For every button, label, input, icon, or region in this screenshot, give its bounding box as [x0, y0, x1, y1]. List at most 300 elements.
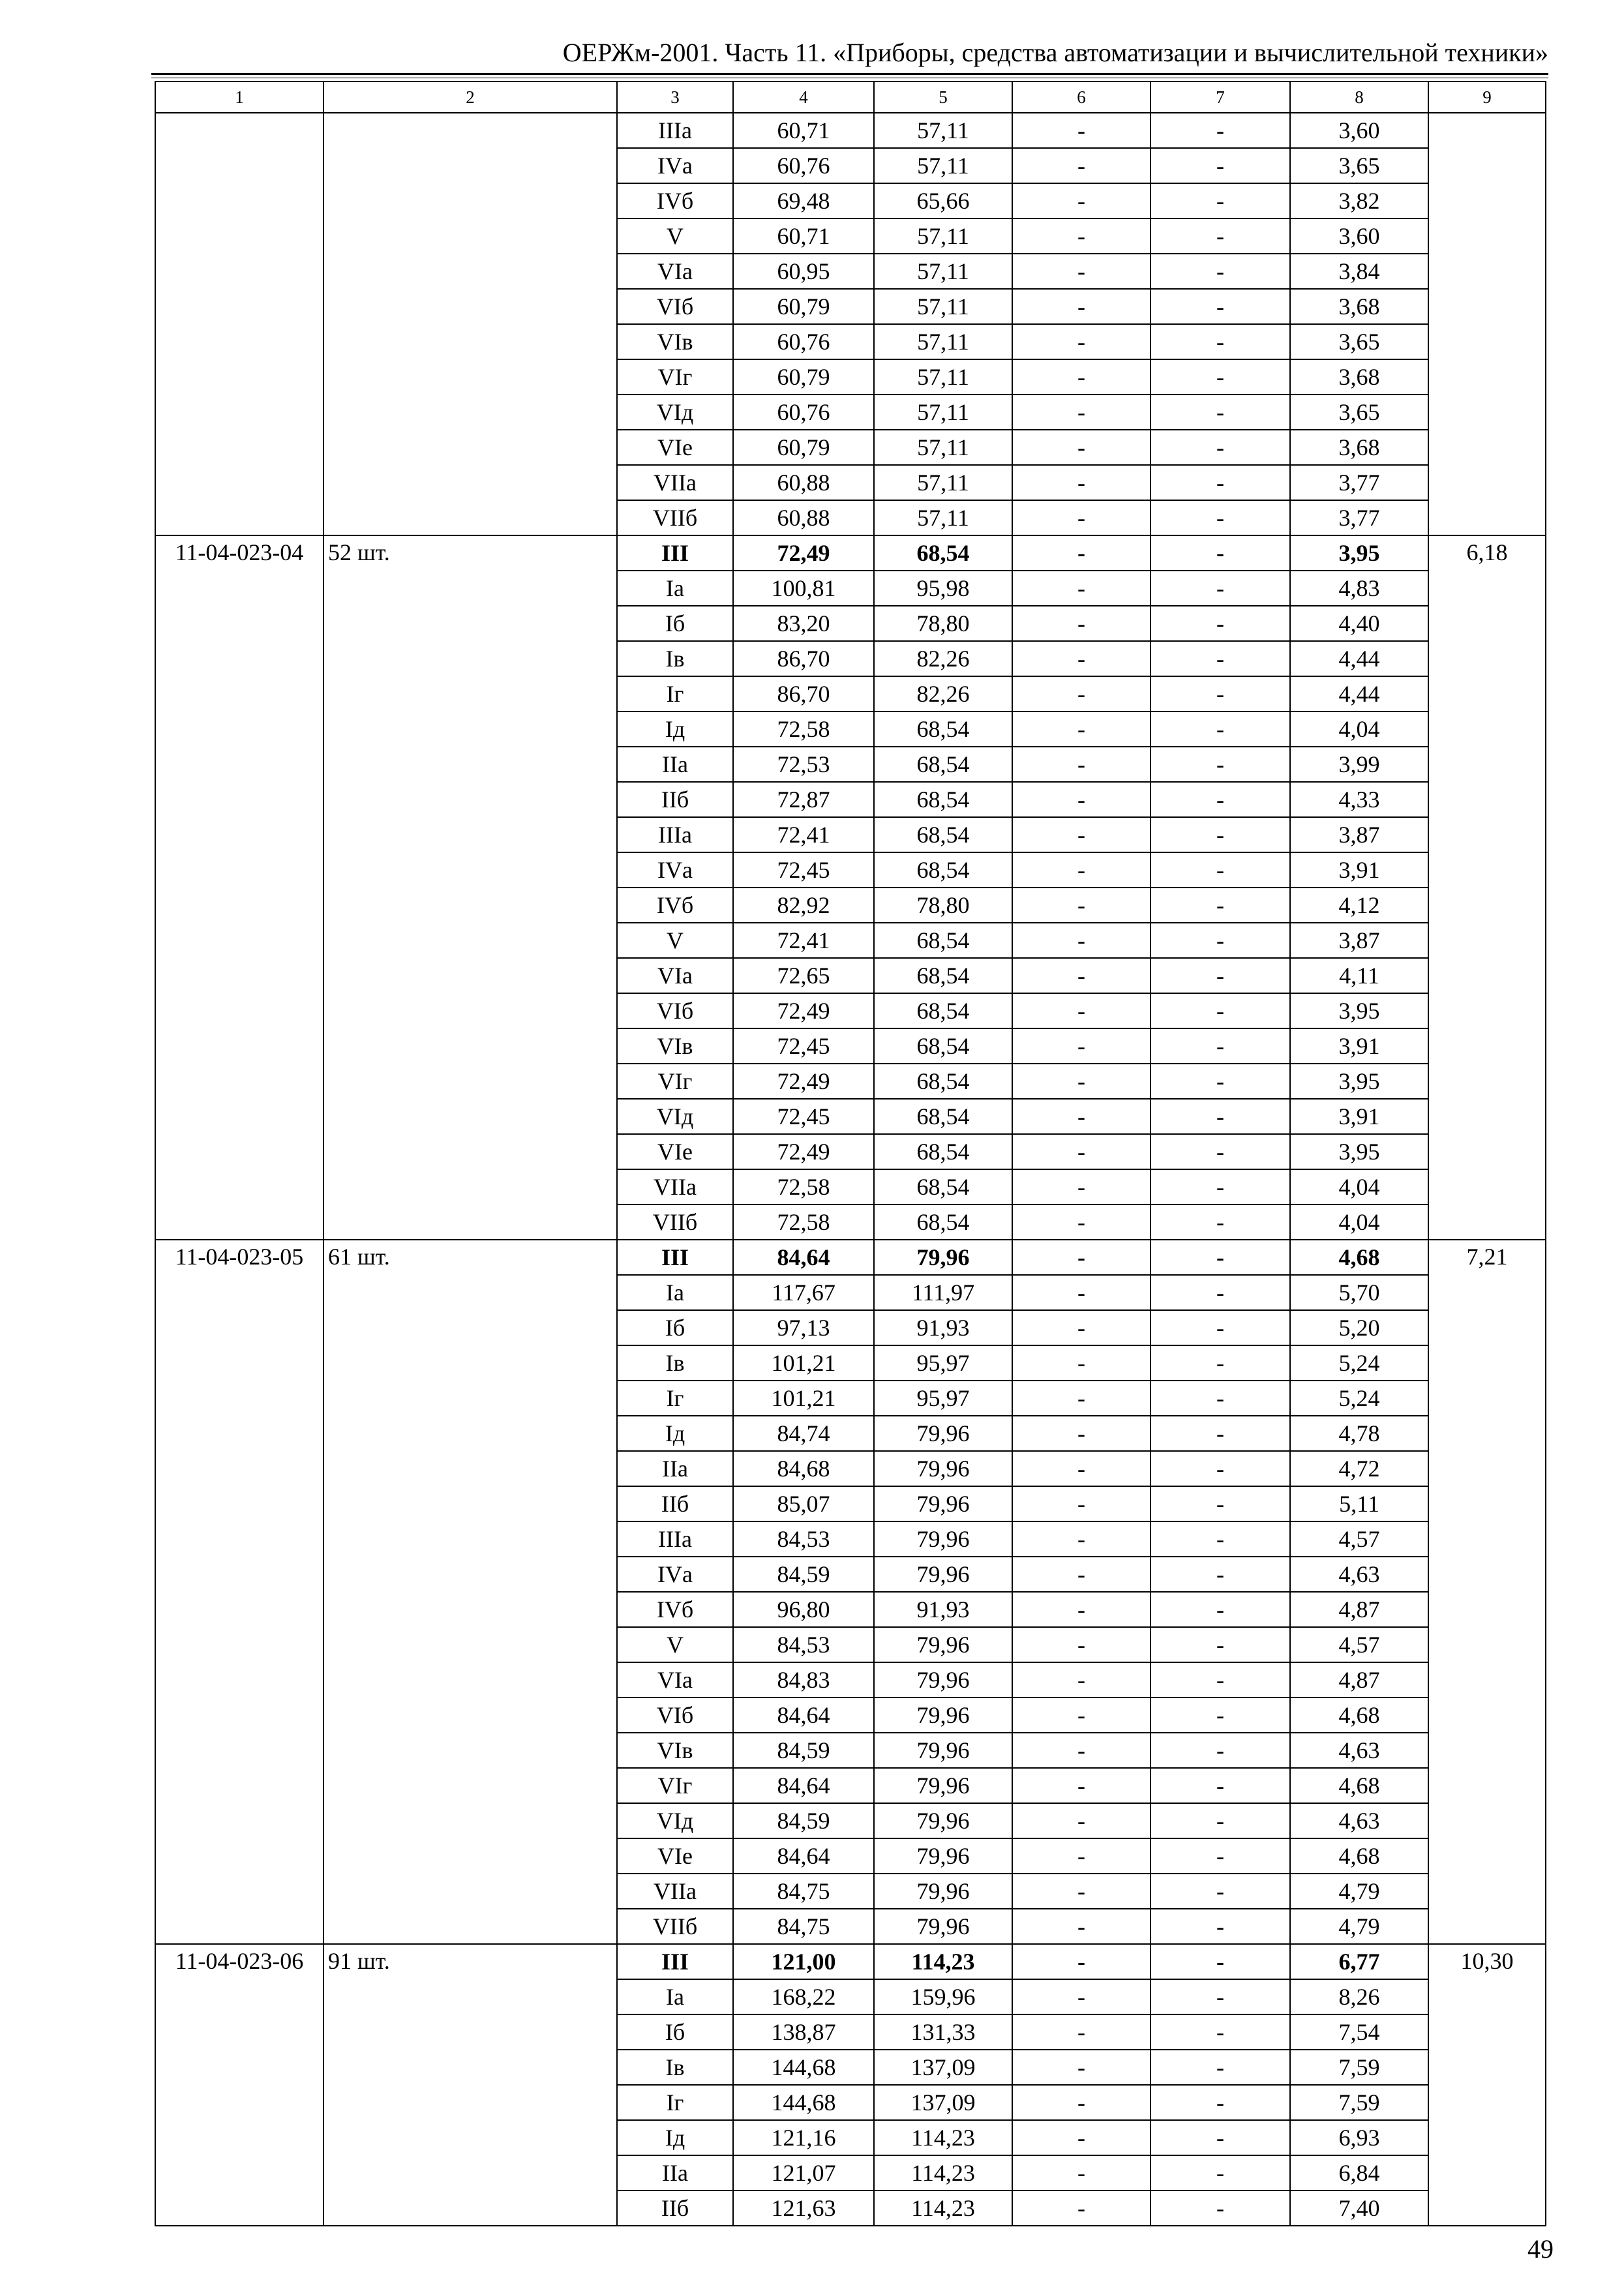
zone-cell: VIIб [617, 1909, 733, 1944]
value-cell-col7: - [1150, 1028, 1290, 1064]
value-cell-col7: - [1150, 1592, 1290, 1627]
value-cell-col7: - [1150, 1099, 1290, 1134]
value-cell-col4: 84,59 [733, 1803, 874, 1838]
zone-cell: VIIб [617, 1204, 733, 1240]
value-cell-col6: - [1012, 324, 1150, 359]
value-cell-col7: - [1150, 1416, 1290, 1451]
value-cell-col7: - [1150, 183, 1290, 218]
value-cell-col6: - [1012, 2155, 1150, 2191]
value-cell-col7: - [1150, 1909, 1290, 1944]
zone-cell: IIIа [617, 817, 733, 852]
zone-cell: VIв [617, 1028, 733, 1064]
value-cell-col6: - [1012, 1592, 1150, 1627]
value-cell-col8: 3,95 [1290, 993, 1428, 1028]
value-cell-col4: 72,65 [733, 958, 874, 993]
value-cell-col5: 79,96 [874, 1838, 1012, 1874]
value-cell-col8: 3,65 [1290, 148, 1428, 183]
value-cell-col8: 8,26 [1290, 1979, 1428, 2014]
value-cell-col4: 72,45 [733, 1028, 874, 1064]
zone-cell: Iб [617, 1310, 733, 1345]
value-cell-col5: 57,11 [874, 359, 1012, 395]
value-cell-col7: - [1150, 2191, 1290, 2226]
zone-cell: VIг [617, 359, 733, 395]
value-cell-col8: 4,04 [1290, 1204, 1428, 1240]
value-cell-col5: 68,54 [874, 711, 1012, 747]
value-cell-col8: 4,79 [1290, 1874, 1428, 1909]
value-cell-col8: 4,72 [1290, 1451, 1428, 1486]
quantity-cell [323, 113, 617, 535]
value-cell-col4: 60,76 [733, 148, 874, 183]
value-cell-col5: 57,11 [874, 430, 1012, 465]
value-cell-col8: 3,95 [1290, 535, 1428, 571]
value-cell-col6: - [1012, 395, 1150, 430]
value-cell-col4: 168,22 [733, 1979, 874, 2014]
value-cell-col5: 111,97 [874, 1275, 1012, 1310]
value-cell-col5: 159,96 [874, 1979, 1012, 2014]
value-cell-col4: 72,45 [733, 1099, 874, 1134]
value-cell-col7: - [1150, 359, 1290, 395]
value-cell-col8: 5,20 [1290, 1310, 1428, 1345]
value-cell-col6: - [1012, 2050, 1150, 2085]
value-cell-col5: 79,96 [874, 1557, 1012, 1592]
value-cell-col7: - [1150, 430, 1290, 465]
value-cell-col4: 117,67 [733, 1275, 874, 1310]
value-cell-col8: 3,77 [1290, 500, 1428, 535]
value-cell-col4: 121,00 [733, 1944, 874, 1979]
value-cell-col6: - [1012, 359, 1150, 395]
value-cell-col8: 4,79 [1290, 1909, 1428, 1944]
value-cell-col6: - [1012, 254, 1150, 289]
value-cell-col6: - [1012, 923, 1150, 958]
zone-cell: VIд [617, 395, 733, 430]
value-cell-col5: 91,93 [874, 1592, 1012, 1627]
value-cell-col7: - [1150, 254, 1290, 289]
value-cell-col5: 68,54 [874, 817, 1012, 852]
value-cell-col5: 131,33 [874, 2014, 1012, 2050]
value-cell-col5: 68,54 [874, 1169, 1012, 1204]
zone-cell: III [617, 1944, 733, 1979]
value-cell-col5: 68,54 [874, 1064, 1012, 1099]
value-cell-col4: 84,59 [733, 1733, 874, 1768]
zone-cell: IVб [617, 888, 733, 923]
value-cell-col5: 57,11 [874, 324, 1012, 359]
value-cell-col6: - [1012, 1310, 1150, 1345]
quantity-cell: 52 шт. [323, 535, 617, 1240]
value-cell-col5: 68,54 [874, 923, 1012, 958]
value-cell-col6: - [1012, 1944, 1150, 1979]
value-cell-col8: 4,44 [1290, 641, 1428, 676]
value-cell-col7: - [1150, 1627, 1290, 1662]
zone-cell: Iв [617, 2050, 733, 2085]
value-cell-col8: 4,12 [1290, 888, 1428, 923]
zone-cell: VIб [617, 993, 733, 1028]
value-cell-col7: - [1150, 2120, 1290, 2155]
value-cell-col8: 4,68 [1290, 1838, 1428, 1874]
value-cell-col5: 68,54 [874, 535, 1012, 571]
value-cell-col8: 3,68 [1290, 359, 1428, 395]
rate-code-cell [155, 113, 323, 535]
value-cell-col8: 4,11 [1290, 958, 1428, 993]
value-cell-col6: - [1012, 1698, 1150, 1733]
value-cell-col7: - [1150, 1803, 1290, 1838]
value-cell-col6: - [1012, 782, 1150, 817]
value-cell-col6: - [1012, 1803, 1150, 1838]
zone-cell: Iг [617, 2085, 733, 2120]
value-cell-col6: - [1012, 1521, 1150, 1557]
value-cell-col8: 3,91 [1290, 852, 1428, 888]
col9-cell: 10,30 [1428, 1944, 1546, 2226]
zone-cell: VIг [617, 1064, 733, 1099]
value-cell-col7: - [1150, 571, 1290, 606]
value-cell-col4: 84,64 [733, 1240, 874, 1275]
value-cell-col4: 72,87 [733, 782, 874, 817]
value-cell-col7: - [1150, 1662, 1290, 1698]
value-cell-col4: 84,64 [733, 1838, 874, 1874]
value-cell-col5: 114,23 [874, 2155, 1012, 2191]
value-cell-col8: 4,68 [1290, 1768, 1428, 1803]
value-cell-col7: - [1150, 958, 1290, 993]
value-cell-col5: 79,96 [874, 1521, 1012, 1557]
value-cell-col6: - [1012, 2014, 1150, 2050]
value-cell-col8: 4,87 [1290, 1592, 1428, 1627]
value-cell-col4: 121,16 [733, 2120, 874, 2155]
value-cell-col7: - [1150, 289, 1290, 324]
col9-cell: 6,18 [1428, 535, 1546, 1240]
value-cell-col6: - [1012, 1909, 1150, 1944]
value-cell-col7: - [1150, 1486, 1290, 1521]
value-cell-col7: - [1150, 1204, 1290, 1240]
value-cell-col6: - [1012, 1064, 1150, 1099]
zone-cell: Iб [617, 2014, 733, 2050]
zone-cell: VIе [617, 1134, 733, 1169]
value-cell-col8: 3,95 [1290, 1064, 1428, 1099]
value-cell-col7: - [1150, 1768, 1290, 1803]
value-cell-col6: - [1012, 430, 1150, 465]
value-cell-col5: 114,23 [874, 1944, 1012, 1979]
rate-code-cell: 11-04-023-05 [155, 1240, 323, 1944]
value-cell-col5: 68,54 [874, 747, 1012, 782]
value-cell-col6: - [1012, 1416, 1150, 1451]
value-cell-col5: 79,96 [874, 1698, 1012, 1733]
value-cell-col5: 91,93 [874, 1310, 1012, 1345]
zone-cell: VIIа [617, 465, 733, 500]
value-cell-col4: 84,68 [733, 1451, 874, 1486]
value-cell-col7: - [1150, 923, 1290, 958]
value-cell-col4: 100,81 [733, 571, 874, 606]
value-cell-col5: 114,23 [874, 2191, 1012, 2226]
column-number: 4 [733, 82, 874, 113]
zone-cell: VIб [617, 1698, 733, 1733]
value-cell-col4: 72,49 [733, 993, 874, 1028]
column-number: 7 [1150, 82, 1290, 113]
value-cell-col4: 60,79 [733, 359, 874, 395]
zone-cell: Iб [617, 606, 733, 641]
value-cell-col7: - [1150, 1521, 1290, 1557]
value-cell-col6: - [1012, 676, 1150, 711]
value-cell-col8: 5,24 [1290, 1381, 1428, 1416]
value-cell-col5: 79,96 [874, 1803, 1012, 1838]
value-cell-col4: 60,79 [733, 430, 874, 465]
value-cell-col7: - [1150, 641, 1290, 676]
value-cell-col6: - [1012, 993, 1150, 1028]
value-cell-col6: - [1012, 852, 1150, 888]
value-cell-col8: 3,91 [1290, 1099, 1428, 1134]
value-cell-col6: - [1012, 1838, 1150, 1874]
zone-cell: VIв [617, 324, 733, 359]
value-cell-col4: 72,49 [733, 1064, 874, 1099]
column-number: 9 [1428, 82, 1546, 113]
zone-cell: VIа [617, 1662, 733, 1698]
value-cell-col6: - [1012, 1486, 1150, 1521]
value-cell-col7: - [1150, 2014, 1290, 2050]
value-cell-col8: 7,59 [1290, 2050, 1428, 2085]
value-cell-col4: 72,45 [733, 852, 874, 888]
value-cell-col5: 79,96 [874, 1240, 1012, 1275]
value-cell-col5: 79,96 [874, 1909, 1012, 1944]
value-cell-col7: - [1150, 1345, 1290, 1381]
zone-cell: IIIа [617, 1521, 733, 1557]
quantity-cell: 91 шт. [323, 1944, 617, 2226]
value-cell-col5: 82,26 [874, 641, 1012, 676]
zone-cell: IVа [617, 1557, 733, 1592]
value-cell-col7: - [1150, 1733, 1290, 1768]
value-cell-col4: 84,83 [733, 1662, 874, 1698]
value-cell-col6: - [1012, 1979, 1150, 2014]
column-number: 5 [874, 82, 1012, 113]
value-cell-col7: - [1150, 2050, 1290, 2085]
value-cell-col7: - [1150, 1381, 1290, 1416]
value-cell-col4: 60,88 [733, 500, 874, 535]
value-cell-col4: 60,71 [733, 218, 874, 254]
value-cell-col5: 65,66 [874, 183, 1012, 218]
value-cell-col6: - [1012, 1557, 1150, 1592]
value-cell-col7: - [1150, 1838, 1290, 1874]
zone-cell: VIIа [617, 1874, 733, 1909]
value-cell-col7: - [1150, 888, 1290, 923]
value-cell-col4: 72,58 [733, 711, 874, 747]
value-cell-col6: - [1012, 1381, 1150, 1416]
value-cell-col5: 79,96 [874, 1486, 1012, 1521]
zone-cell: Iв [617, 1345, 733, 1381]
value-cell-col8: 4,57 [1290, 1627, 1428, 1662]
value-cell-col6: - [1012, 958, 1150, 993]
zone-cell: IIа [617, 2155, 733, 2191]
value-cell-col8: 4,63 [1290, 1803, 1428, 1838]
value-cell-col6: - [1012, 817, 1150, 852]
value-cell-col6: - [1012, 1733, 1150, 1768]
table-row [155, 113, 1546, 148]
value-cell-col4: 144,68 [733, 2085, 874, 2120]
column-number-row [155, 82, 1546, 113]
value-cell-col7: - [1150, 852, 1290, 888]
zone-cell: V [617, 218, 733, 254]
value-cell-col4: 84,75 [733, 1874, 874, 1909]
zone-cell: IVа [617, 852, 733, 888]
zone-cell: Iг [617, 676, 733, 711]
value-cell-col4: 84,53 [733, 1627, 874, 1662]
value-cell-col7: - [1150, 1944, 1290, 1979]
value-cell-col4: 101,21 [733, 1381, 874, 1416]
value-cell-col5: 68,54 [874, 1099, 1012, 1134]
value-cell-col8: 3,77 [1290, 465, 1428, 500]
value-cell-col7: - [1150, 747, 1290, 782]
value-cell-col7: - [1150, 218, 1290, 254]
value-cell-col5: 79,96 [874, 1451, 1012, 1486]
col9-cell: 7,21 [1428, 1240, 1546, 1944]
price-table [155, 81, 1546, 2226]
zone-cell: IIIа [617, 113, 733, 148]
value-cell-col4: 84,53 [733, 1521, 874, 1557]
value-cell-col5: 114,23 [874, 2120, 1012, 2155]
value-cell-col8: 4,83 [1290, 571, 1428, 606]
value-cell-col8: 6,77 [1290, 1944, 1428, 1979]
value-cell-col8: 3,60 [1290, 218, 1428, 254]
value-cell-col5: 79,96 [874, 1627, 1012, 1662]
value-cell-col4: 72,49 [733, 535, 874, 571]
zone-cell: VIIа [617, 1169, 733, 1204]
column-number: 1 [155, 82, 323, 113]
value-cell-col8: 6,84 [1290, 2155, 1428, 2191]
value-cell-col6: - [1012, 218, 1150, 254]
value-cell-col8: 3,91 [1290, 1028, 1428, 1064]
value-cell-col8: 4,63 [1290, 1733, 1428, 1768]
value-cell-col7: - [1150, 711, 1290, 747]
zone-cell: Iд [617, 1416, 733, 1451]
value-cell-col7: - [1150, 465, 1290, 500]
value-cell-col4: 60,76 [733, 395, 874, 430]
value-cell-col5: 68,54 [874, 782, 1012, 817]
zone-cell: IIб [617, 1486, 733, 1521]
value-cell-col5: 79,96 [874, 1768, 1012, 1803]
value-cell-col6: - [1012, 1768, 1150, 1803]
value-cell-col4: 101,21 [733, 1345, 874, 1381]
value-cell-col5: 57,11 [874, 254, 1012, 289]
value-cell-col7: - [1150, 2085, 1290, 2120]
zone-cell: IVб [617, 1592, 733, 1627]
zone-cell: Iа [617, 1979, 733, 2014]
header-rule [151, 73, 1548, 75]
value-cell-col7: - [1150, 500, 1290, 535]
value-cell-col8: 4,40 [1290, 606, 1428, 641]
column-number: 6 [1012, 82, 1150, 113]
value-cell-col5: 137,09 [874, 2050, 1012, 2085]
table-row [155, 1240, 1546, 1275]
value-cell-col8: 5,70 [1290, 1275, 1428, 1310]
value-cell-col4: 72,41 [733, 923, 874, 958]
value-cell-col5: 57,11 [874, 500, 1012, 535]
value-cell-col7: - [1150, 395, 1290, 430]
value-cell-col4: 138,87 [733, 2014, 874, 2050]
value-cell-col6: - [1012, 606, 1150, 641]
value-cell-col5: 95,97 [874, 1345, 1012, 1381]
value-cell-col7: - [1150, 113, 1290, 148]
value-cell-col7: - [1150, 535, 1290, 571]
value-cell-col6: - [1012, 1169, 1150, 1204]
value-cell-col5: 95,97 [874, 1381, 1012, 1416]
value-cell-col6: - [1012, 2085, 1150, 2120]
column-number: 2 [323, 82, 617, 113]
value-cell-col8: 3,60 [1290, 113, 1428, 148]
value-cell-col6: - [1012, 1134, 1150, 1169]
zone-cell: Iг [617, 1381, 733, 1416]
value-cell-col4: 84,59 [733, 1557, 874, 1592]
value-cell-col8: 4,57 [1290, 1521, 1428, 1557]
table-row [155, 1944, 1546, 1979]
page-number: 49 [1527, 2234, 1554, 2264]
zone-cell: VIе [617, 430, 733, 465]
zone-cell: IIб [617, 2191, 733, 2226]
value-cell-col6: - [1012, 289, 1150, 324]
value-cell-col8: 3,84 [1290, 254, 1428, 289]
value-cell-col5: 79,96 [874, 1733, 1012, 1768]
value-cell-col7: - [1150, 1979, 1290, 2014]
value-cell-col4: 96,80 [733, 1592, 874, 1627]
value-cell-col8: 4,04 [1290, 711, 1428, 747]
zone-cell: III [617, 535, 733, 571]
zone-cell: V [617, 923, 733, 958]
quantity-cell: 61 шт. [323, 1240, 617, 1944]
value-cell-col5: 79,96 [874, 1662, 1012, 1698]
zone-cell: Iд [617, 711, 733, 747]
value-cell-col5: 78,80 [874, 888, 1012, 923]
rate-code-cell: 11-04-023-04 [155, 535, 323, 1240]
zone-cell: VIг [617, 1768, 733, 1803]
value-cell-col7: - [1150, 1134, 1290, 1169]
value-cell-col8: 4,87 [1290, 1662, 1428, 1698]
value-cell-col6: - [1012, 183, 1150, 218]
value-cell-col8: 4,78 [1290, 1416, 1428, 1451]
zone-cell: VIв [617, 1733, 733, 1768]
value-cell-col5: 79,96 [874, 1874, 1012, 1909]
value-cell-col8: 3,99 [1290, 747, 1428, 782]
value-cell-col7: - [1150, 1557, 1290, 1592]
value-cell-col6: - [1012, 1204, 1150, 1240]
value-cell-col5: 68,54 [874, 993, 1012, 1028]
value-cell-col7: - [1150, 993, 1290, 1028]
value-cell-col4: 72,58 [733, 1169, 874, 1204]
value-cell-col7: - [1150, 817, 1290, 852]
value-cell-col4: 85,07 [733, 1486, 874, 1521]
value-cell-col6: - [1012, 571, 1150, 606]
value-cell-col4: 84,75 [733, 1909, 874, 1944]
value-cell-col8: 4,33 [1290, 782, 1428, 817]
value-cell-col8: 5,11 [1290, 1486, 1428, 1521]
value-cell-col5: 57,11 [874, 465, 1012, 500]
value-cell-col4: 86,70 [733, 641, 874, 676]
value-cell-col6: - [1012, 2191, 1150, 2226]
value-cell-col6: - [1012, 465, 1150, 500]
value-cell-col4: 84,74 [733, 1416, 874, 1451]
value-cell-col8: 5,24 [1290, 1345, 1428, 1381]
value-cell-col6: - [1012, 747, 1150, 782]
zone-cell: Iв [617, 641, 733, 676]
value-cell-col7: - [1150, 324, 1290, 359]
value-cell-col5: 137,09 [874, 2085, 1012, 2120]
value-cell-col7: - [1150, 1451, 1290, 1486]
zone-cell: Iа [617, 571, 733, 606]
value-cell-col6: - [1012, 1275, 1150, 1310]
table-body [155, 82, 1546, 2226]
rate-code-cell: 11-04-023-06 [155, 1944, 323, 2226]
value-cell-col5: 57,11 [874, 289, 1012, 324]
zone-cell: IIа [617, 747, 733, 782]
zone-cell: Iа [617, 1275, 733, 1310]
value-cell-col8: 7,54 [1290, 2014, 1428, 2050]
value-cell-col7: - [1150, 1874, 1290, 1909]
value-cell-col4: 60,88 [733, 465, 874, 500]
value-cell-col5: 68,54 [874, 1134, 1012, 1169]
zone-cell: IVа [617, 148, 733, 183]
